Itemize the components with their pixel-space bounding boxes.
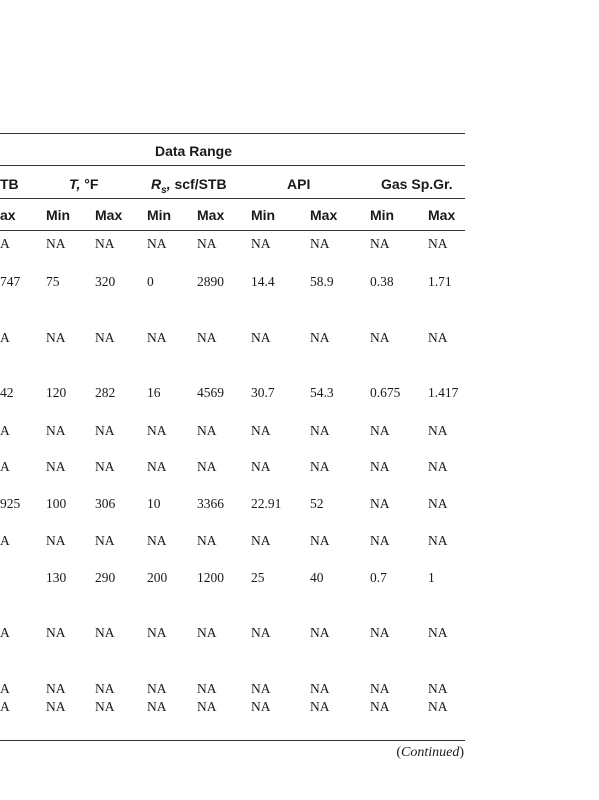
table-cell: NA xyxy=(46,699,66,714)
table-cell: NA xyxy=(46,625,66,640)
group-header-temperature: T, °F xyxy=(69,176,99,192)
table-cell: NA xyxy=(310,699,330,714)
table-cell: NA xyxy=(251,699,271,714)
table-cell: A xyxy=(0,625,10,640)
table-cell: NA xyxy=(428,330,448,345)
table-cell: NA xyxy=(370,625,390,640)
subheader-7: Min xyxy=(370,207,395,223)
table-cell: NA xyxy=(310,236,330,251)
group-header-api: API xyxy=(287,176,311,192)
group-header-solution-gor: $R_s$, scf/STB xyxy=(151,176,227,196)
table-cell: NA xyxy=(251,423,271,438)
table-cell: NA xyxy=(147,625,167,640)
table-cell: 747 xyxy=(0,274,21,289)
bottom-rule xyxy=(0,740,465,741)
table-cell: NA xyxy=(95,533,115,548)
table-cell: NA xyxy=(251,533,271,548)
group-header-gas-sg: Gas Sp.Gr. xyxy=(381,176,453,192)
table-cell: NA xyxy=(370,496,390,511)
subheader-rule xyxy=(0,198,465,199)
group-header-truncated: TB xyxy=(0,176,19,192)
table-cell: NA xyxy=(251,625,271,640)
table-cell: A xyxy=(0,330,10,345)
table-cell: NA xyxy=(310,533,330,548)
table-cell: A xyxy=(0,236,10,251)
table-cell: 40 xyxy=(310,570,324,585)
table-cell: NA xyxy=(197,236,217,251)
table-cell: NA xyxy=(370,533,390,548)
table-cell: 1 xyxy=(428,570,435,585)
table-cell: NA xyxy=(197,681,217,696)
table-cell: NA xyxy=(46,533,66,548)
table-cell: 306 xyxy=(95,496,116,511)
table-cell: NA xyxy=(46,423,66,438)
table-cell: 1.417 xyxy=(428,385,459,400)
table-cell: 54.3 xyxy=(310,385,334,400)
top-rule xyxy=(0,133,465,134)
table-cell: NA xyxy=(310,423,330,438)
table-cell: NA xyxy=(310,330,330,345)
table-cell: A xyxy=(0,681,10,696)
subheader-1: Min xyxy=(46,207,71,223)
table-cell: 320 xyxy=(95,274,116,289)
subheader-5: Min xyxy=(251,207,276,223)
table-cell: NA xyxy=(310,625,330,640)
table-cell: 1200 xyxy=(197,570,224,585)
table-cell: NA xyxy=(95,625,115,640)
table-cell: 16 xyxy=(147,385,161,400)
table-cell: A xyxy=(0,423,10,438)
table-cell: 0.675 xyxy=(370,385,401,400)
table-cell: NA xyxy=(251,236,271,251)
continued-label: Continued xyxy=(400,745,460,760)
table-cell: 2890 xyxy=(197,274,224,289)
table-cell: NA xyxy=(428,533,448,548)
subheader-4: Max xyxy=(197,207,225,223)
table-cell: 282 xyxy=(95,385,116,400)
table-cell: 58.9 xyxy=(310,274,334,289)
table-cell: 25 xyxy=(251,570,265,585)
table-cell: NA xyxy=(46,330,66,345)
table-cell: 4569 xyxy=(197,385,224,400)
table-cell: NA xyxy=(46,681,66,696)
table-cell: NA xyxy=(428,423,448,438)
table-cell: NA xyxy=(310,681,330,696)
table-cell: NA xyxy=(147,681,167,696)
table-cell: A xyxy=(0,699,10,714)
table-cell: 14.4 xyxy=(251,274,275,289)
table-cell: NA xyxy=(95,459,115,474)
table-cell: NA xyxy=(197,699,217,714)
table-cell: 0.7 xyxy=(370,570,387,585)
table-cell: NA xyxy=(370,423,390,438)
table-cell: 0 xyxy=(147,274,154,289)
table-cell: NA xyxy=(95,681,115,696)
table-cell: NA xyxy=(428,625,448,640)
subheader-6: Max xyxy=(310,207,338,223)
table-cell: NA xyxy=(95,423,115,438)
table-cell: 200 xyxy=(147,570,168,585)
subheader-8: Max xyxy=(428,207,456,223)
table-cell: NA xyxy=(147,423,167,438)
table-cell: NA xyxy=(46,236,66,251)
group-rule xyxy=(0,165,465,166)
table-cell: NA xyxy=(197,533,217,548)
table-cell: NA xyxy=(310,459,330,474)
header-bottom-rule xyxy=(0,230,465,231)
table-cell: NA xyxy=(428,496,448,511)
table-cell: NA xyxy=(370,330,390,345)
table-cell: 1.71 xyxy=(428,274,452,289)
table-cell: 75 xyxy=(46,274,60,289)
table-cell: NA xyxy=(428,681,448,696)
table-cell: 0.38 xyxy=(370,274,394,289)
table-cell: NA xyxy=(197,625,217,640)
table-cell: NA xyxy=(147,533,167,548)
table-cell: 30.7 xyxy=(251,385,275,400)
table-cell: NA xyxy=(370,681,390,696)
table-cell: NA xyxy=(251,681,271,696)
table-cell: 925 xyxy=(0,496,21,511)
table-cell: 290 xyxy=(95,570,116,585)
continued-note: (Continued) xyxy=(396,745,464,760)
table-cell: A xyxy=(0,533,10,548)
table-cell: 22.91 xyxy=(251,496,282,511)
table-cell: NA xyxy=(147,236,167,251)
table-cell: 120 xyxy=(46,385,67,400)
subheader-0: ax xyxy=(0,207,16,223)
table-cell: NA xyxy=(428,459,448,474)
table-cell: NA xyxy=(370,459,390,474)
table-cell: 52 xyxy=(310,496,324,511)
table-cell: NA xyxy=(147,459,167,474)
table-cell: 42 xyxy=(0,385,14,400)
table-cell: NA xyxy=(428,699,448,714)
subheader-2: Max xyxy=(95,207,123,223)
table-cell: 10 xyxy=(147,496,161,511)
table-cell: NA xyxy=(428,236,448,251)
table-cell: NA xyxy=(251,330,271,345)
table-cell: NA xyxy=(95,236,115,251)
table-cell: 3366 xyxy=(197,496,224,511)
table-cell: NA xyxy=(95,330,115,345)
table-cell: NA xyxy=(370,699,390,714)
table-cell: NA xyxy=(197,459,217,474)
table-cell: NA xyxy=(147,330,167,345)
table-cell: NA xyxy=(197,423,217,438)
subheader-3: Min xyxy=(147,207,172,223)
table-cell: NA xyxy=(197,330,217,345)
table-cell: NA xyxy=(95,699,115,714)
table-cell: NA xyxy=(46,459,66,474)
table-cell: 100 xyxy=(46,496,67,511)
table-cell: NA xyxy=(147,699,167,714)
table-cell: NA xyxy=(251,459,271,474)
table-cell: 130 xyxy=(46,570,67,585)
table-cell: A xyxy=(0,459,10,474)
table-cell: NA xyxy=(370,236,390,251)
data-range-header: Data Range xyxy=(155,143,233,159)
